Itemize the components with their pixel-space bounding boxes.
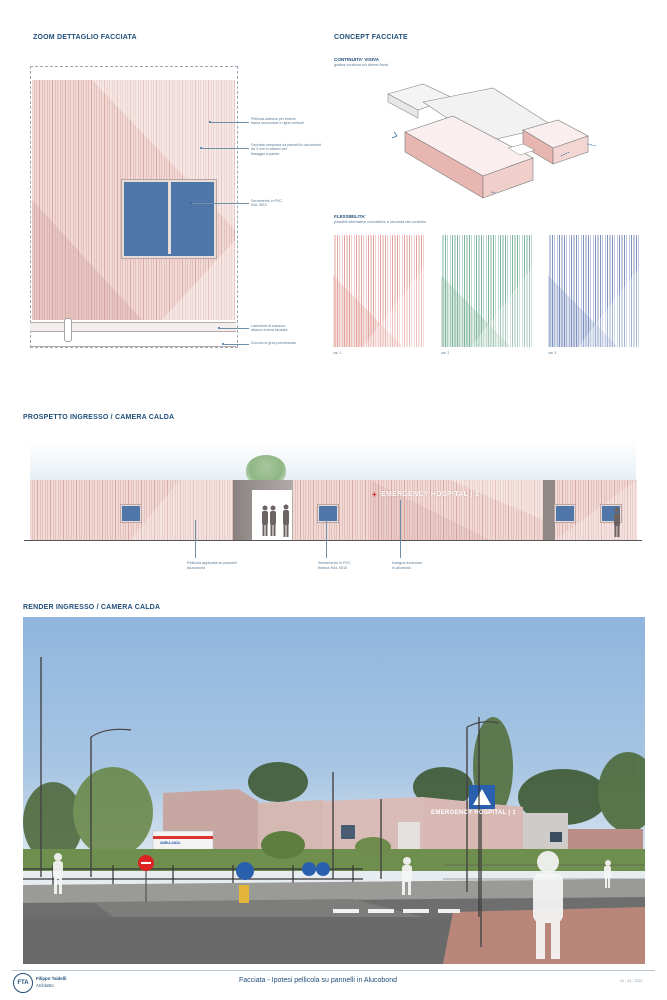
note-3-text: Serramento in PVC RAL 9010	[251, 199, 282, 208]
note-1-text: Pellicola adesiva per esterni trama orizzontale e righe verticali	[251, 117, 304, 126]
elev-label-3: Insegna luminosa in alluminio	[392, 561, 422, 570]
zoom-section-title: ZOOM DETTAGLIO FACCIATA	[33, 34, 137, 41]
window-mullion	[168, 182, 171, 254]
elevation-window-1	[121, 505, 141, 522]
elev-label-2: Serramento in PVC finitura RAL 9010	[318, 561, 351, 570]
elevation-sky	[30, 440, 636, 482]
footer-studio-role: Architetto	[36, 983, 54, 988]
prospetto-section-title: PROSPETTO INGRESSO / CAMERA CALDA	[23, 414, 175, 421]
note-5-leader	[224, 344, 249, 345]
note-2-leader	[202, 148, 249, 149]
concept-section-title: CONCEPT FACCIATE	[334, 34, 408, 41]
footer-date: 04 - 03 - 2020	[620, 979, 643, 983]
render-section-title: RENDER INGRESSO / CAMERA CALDA	[23, 604, 161, 611]
elevation-sign-cross: +	[372, 490, 377, 499]
drain-pipe	[64, 318, 72, 342]
flex-title: FLESSIBILITA'	[334, 214, 366, 219]
variant-1-label: var. 1	[333, 351, 342, 355]
note-5-text: Zoccolo in gres porcellanato	[251, 341, 296, 345]
elevation-window-2	[318, 505, 338, 522]
elevation-people	[258, 504, 298, 540]
axonometric-diagram	[383, 80, 608, 215]
elev-leader-1	[195, 520, 196, 558]
note-1-leader	[211, 122, 249, 123]
flex-subtitle: possibili alternative cromatiche a seconda del contesto	[334, 220, 426, 224]
render-sign-text: EMERGENCY HOSPITAL | 1	[431, 810, 516, 816]
base-plinth	[30, 336, 236, 347]
base-flashing	[30, 322, 236, 332]
elev-label-1: Pellicola applicata su pannelli Alucobond	[187, 561, 237, 570]
render-ambulance-text: AMBULANZA	[160, 841, 181, 845]
elevation-window-3	[555, 505, 575, 522]
render-scene	[23, 617, 645, 964]
variant-1-diagonal	[333, 235, 426, 347]
note-3-leader	[192, 203, 249, 204]
note-4-leader	[220, 328, 249, 329]
continuity-title: CONTINUITA' VISIVA	[334, 57, 380, 62]
variant-2-label: var. 2	[441, 351, 450, 355]
variant-3-label: var. 3	[548, 351, 557, 355]
footer-divider	[12, 970, 655, 971]
footer-caption: Facciata - Ipotesi pellicola su pannelli in Alucobond	[239, 977, 397, 984]
note-2-text: Facciata composta da pannelli in alucobond da 3 mm in sistemi per fissaggio a parete	[251, 143, 321, 156]
footer-logo	[13, 973, 33, 993]
footer-logo-mark: FTA	[17, 980, 29, 986]
continuity-subtitle: grafica continua sui diversi fronti	[334, 63, 389, 67]
variant-3-diagonal	[548, 235, 641, 347]
elev-leader-3	[400, 500, 401, 558]
elevation-person-right	[610, 506, 624, 540]
note-4-text: Lattoneria di chiusura attacco a terra facciata	[251, 324, 288, 333]
variant-2-diagonal	[441, 235, 534, 347]
zoom-facade-drawing	[30, 66, 238, 358]
footer-studio-name: Filippo Taidelli	[36, 976, 67, 981]
elevation-sign-text: EMERGENCY HOSPITAL | 1	[381, 491, 480, 498]
elevation-ground-line	[24, 540, 642, 541]
elev-leader-2	[326, 520, 327, 558]
render-image	[23, 617, 645, 964]
